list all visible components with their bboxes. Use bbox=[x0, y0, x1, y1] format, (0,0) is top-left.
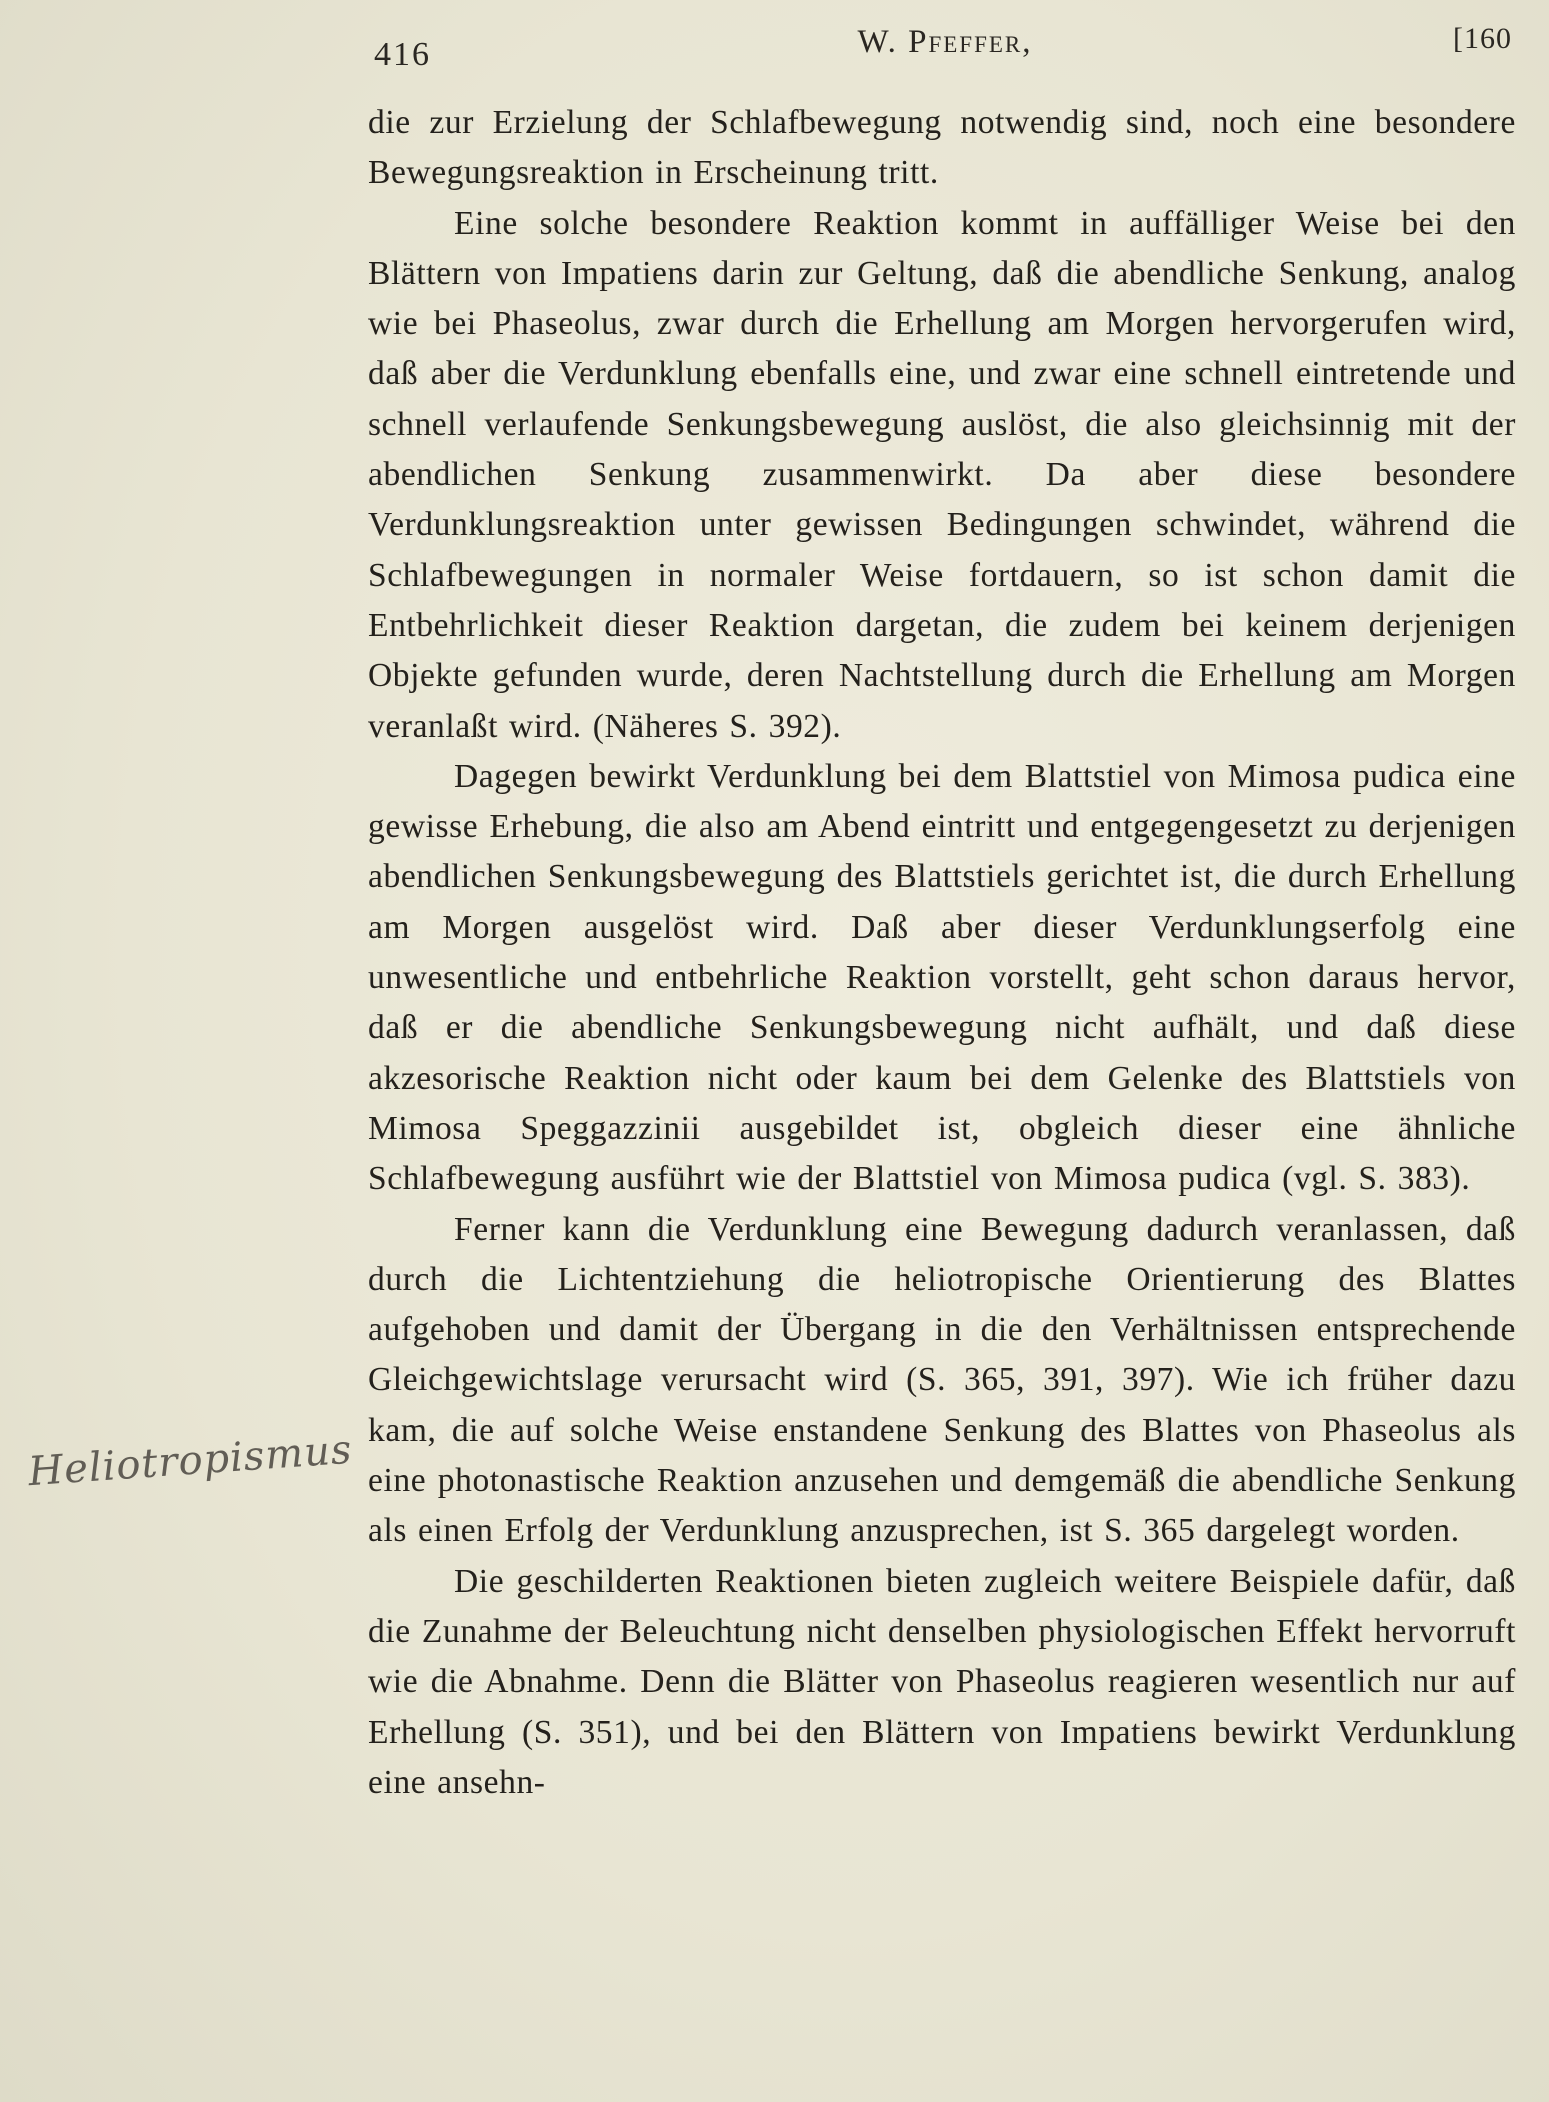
paragraph-reaktionen: Die geschilderten Reaktionen bieten zugleich weitere Beispiele dafür, daß die Zunahme der Beleuchtung nicht denselben physiologischen Effekt hervorruft wie die Abnahme. Denn die Blätter von Phaseolus reagieren wesentlich nur auf Erhellung (S. 351), und bei den Blättern von Impatiens bewirkt Verdunklung eine ansehn- bbox=[368, 1562, 1516, 1801]
handwritten-margin-note: Heliotropismus bbox=[26, 1426, 354, 1496]
paragraph-impatiens: Eine solche besondere Reaktion kommt in auffälliger Weise bei den Blättern von Impatiens darin zur Geltung, daß die abendliche Senkung, analog wie bei Phaseolus, zwar durch die Erhellung am Morgen hervorgerufen wird, daß aber die Verdunklung ebenfalls eine, und zwar eine schnell eintretende und schnell verlaufende Senkungsbewegung auslöst, die also gleichsinnig mit der abendlichen Senkung zusammenwirkt. Da aber diese besondere Verdunklungsreaktion unter gewissen Bedingungen schwindet, während die Schlafbewegungen in normaler Weise fortdauern, so ist schon damit die Entbehrlichkeit dieser Reaktion dargetan, die zudem bei keinem derjenigen Objekte gefunden wurde, deren Nachtstellung durch die Erhellung am Morgen veranlaßt wird. (Näheres S. 392). bbox=[368, 204, 1516, 745]
running-head: W. Pfeffer, bbox=[857, 24, 1033, 60]
paragraph-continuation: die zur Erzielung der Schlafbewegung notwendig sind, noch eine besondere Bewegungsreaktion in Erscheinung tritt. bbox=[368, 104, 1516, 192]
paragraph-mimosa: Dagegen bewirkt Verdunklung bei dem Blattstiel von Mimosa pudica eine gewisse Erhebung, die also am Abend eintritt und entgegengesetzt zu derjenigen abendlichen Senkungsbewegung des Blattstiels gerichtet ist, die durch Erhellung am Morgen ausgelöst wird. Daß aber dieser Verdunklungserfolg eine unwesentliche und entbehrliche Reaktion vorstellt, geht schon daraus hervor, daß er die abendliche Senkungsbewegung nicht aufhält, und daß diese akzesorische Reaktion nicht oder kaum bei dem Gelenke des Blattstiels von Mimosa Speggazzinii ausgebildet ist, obgleich dieser eine ähnliche Schlafbewegung ausführt wie der Blattstiel von Mimosa pudica (vgl. S. 383). bbox=[368, 757, 1516, 1198]
section-marker: [160 bbox=[1453, 22, 1512, 55]
page-header bbox=[370, 22, 1520, 82]
page-number: 416 bbox=[374, 36, 431, 73]
body-text bbox=[368, 98, 1516, 1808]
paragraph-verdunklung: Ferner kann die Verdunklung eine Bewegung dadurch veranlassen, daß durch die Lichtentziehung die heliotropische Orientierung des Blattes aufgehoben und damit der Übergang in die den Verhältnissen entsprechende Gleichgewichtslage verursacht wird (S. 365, 391, 397). Wie ich früher dazu kam, die auf solche Weise enstandene Senkung des Blattes von Phaseolus als eine photonastische Reaktion anzusehen und demgemäß die abendliche Senkung als einen Erfolg der Verdunklung anzusprechen, ist S. 365 dargelegt worden. bbox=[368, 1210, 1516, 1550]
